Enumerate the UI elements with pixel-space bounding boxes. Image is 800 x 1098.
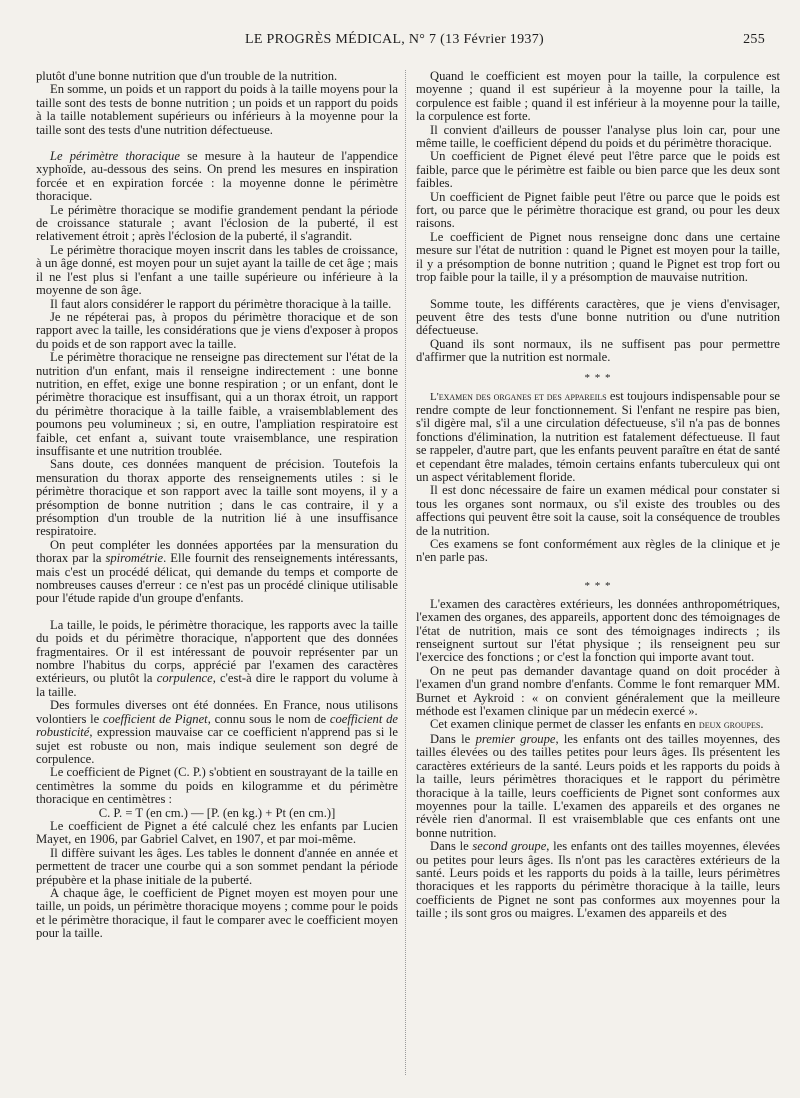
term-deux-groupes: deux groupes (698, 719, 761, 732)
section-separator: * * * (584, 371, 612, 384)
term-corpulence: corpulence (156, 671, 213, 686)
paragraph-text: Cet examen clinique permet de classer les enfants en (430, 717, 699, 732)
term-robusticite: coefficient de robusticité (36, 711, 398, 740)
paragraph-text: , connu sous le nom de (207, 711, 330, 726)
paragraph: Un coefficient de Pignet élevé peut l'être parce que le poids est faible, parce que le périmètre est faible ou bien parce que les deux sont faibles. (416, 149, 780, 191)
paragraph: En somme, un poids et un rapport du poids à la taille moyens pour la taille sont des tests de bonne nutrition ; un poids et un rapport du poids à la taille notablement supérieurs ou inférieurs à la moyenne pour la taille sont des tests d'une nutrition défectueuse. (36, 82, 398, 137)
term-second-groupe: second groupe (472, 839, 547, 854)
paragraph-text: La taille, le poids, le périmètre thoracique, les rapports avec la taille du poids et du périmètre thoracique, n'apportent que des données fragmentaires. Or il est intéressant de pouvoir représenter par un nombre l'habitus du corps, apprécié par l'examen des caractères extérieurs, ou plutôt la (36, 617, 398, 686)
paragraph-text: est toujours indispensable pour se rendre compte de leur fonctionnement. Si l'enfant ne respire pas bien, s'il digère mal, s'il a une circulation défectueuse, s'il n'a pas de bonnes fonctions d'élimination, la nutrition est fatalement défectueuse. Il faut se rappeler, d'autre part, que les enfants peuvent paraître en état de santé et cependant être malades, témoin certains enfants tuberculeux qui ont un aspect véritablement floride. (416, 388, 780, 484)
paragraph: Il est donc nécessaire de faire un examen médical pour constater si tous les organes sont normaux, ou s'il existe des troubles ou des affections qui peuvent être soit la cause, soit la conséquence de troubles de la nutrition. (416, 483, 780, 538)
paragraph: Quand le coefficient est moyen pour la taille, la corpulence est moyenne ; quand il est supérieur à la moyenne pour la taille, la corpulence est faible ; quand il est inférieur à la moyenne pour la taille, la corpulence est forte. (416, 69, 780, 124)
formula: C. P. = T (en cm.) — [P. (en kg.) + Pt (en cm.)] (98, 805, 336, 820)
paragraph: Le coefficient de Pignet a été calculé chez les enfants par Lucien Mayet, en 1906, par Gabriel Calvet, en 1907, et par moi-même. (36, 818, 398, 847)
paragraph: On ne peut pas demander davantage quand on doit procéder à l'examen d'un grand nombre d'enfants. Comme le font remarquer MM. Burnet et Aykroid : « on convient généralement que la meilleure méthode est l'examen clinique par un médecin exercé ». (416, 663, 780, 719)
paragraph (416, 390, 780, 485)
paragraph-text: Dans le (430, 731, 476, 746)
paragraph-text: , expression mauvaise car ce coefficient n'apprend pas si le sujet est robuste ou non, mais indique seulement son degré de corpulence. (36, 725, 398, 766)
term-spirometrie: spirométrie (105, 551, 164, 566)
paragraph (36, 619, 398, 699)
paragraph-text: Des formules diverses ont été données. En France, nous utilisons volontiers le (36, 698, 398, 726)
column-divider (405, 70, 406, 1075)
paragraph: Sans doute, ces données manquent de précision. Toutefois la mensuration du thorax apporte des renseignements utiles : si le périmètre thoracique et son rapport avec la taille sont moyens, il y a présomption de bonne nutrition ; dans le cas contraire, il y a présomption d'un trouble de la nutrition lié à une insuffisance respiratoire. (36, 457, 398, 539)
paragraph-text: . (760, 717, 764, 732)
paragraph: L'examen des caractères extérieurs, les données anthropométriques, l'examen des organes, des appareils, apportent donc des témoignages de l'état de nutrition, mais ce sont des témoignages indirects ; ils renseignent surtout sur l'état physique ; ils renseignent peu sur l'exercice des fonctions ; or c'est la fonction qui importe avant tout. (416, 596, 780, 665)
paragraph (416, 733, 780, 840)
paragraph: Le périmètre thoracique se modifie grandement pendant la période de croissance staturale ; avant l'éclosion de la puberté, il est relativement étroit ; après l'éclosion de la puberté, il s'agrandit. (36, 202, 398, 244)
page-number: 255 (743, 32, 765, 47)
paragraph: Il diffère suivant les âges. Les tables le donnent d'année en année et permettent de tracer une courbe qui a son sommet pendant la période prépubère et la phase initiale de la puberté. (36, 845, 398, 887)
paragraph: Somme toute, les différents caractères, que je viens d'envisager, peuvent être des tests d'une bonne nutrition ou d'une nutrition défectueuse. (416, 296, 780, 338)
paragraph-text: se mesure à la hauteur de l'appendice xyphoïde, au-dessous des seins. On prend les mesures en inspiration forcée et en expiration forcée : la moyenne donne le périmètre thoracique. (36, 149, 398, 204)
paragraph-text: , c'est-à dire le rapport du volume à la taille. (36, 671, 398, 699)
paragraph: Il faut alors considérer le rapport du périmètre thoracique à la taille. (50, 296, 392, 311)
paragraph (416, 718, 780, 732)
term-pignet: coefficient de Pignet (102, 711, 208, 726)
paragraph (416, 840, 780, 920)
paragraph-text: , les enfants ont des tailles moyennes, élevées ou petites pour leurs âges. Ils n'ont pas les caractères extérieurs de la santé. Leurs poids et les rapports du poids à la taille, leurs périmètres thoraciques et les rapports du périmètre thoracique à la taille, leurs coefficients de Pignet ne sont pas conformes aux moyennes pour la taille ; ils sont gros ou maigres. L'examen des appareils et des (416, 839, 780, 921)
paragraph-text: . Elle fournit des renseignements intéressants, mais c'est un procédé délicat, qui demande du temps et comporte de nombreuses causes d'erreur : ce n'est pas un procédé clinique utilisable pour l'étude rapide d'un groupe d'enfants. (36, 551, 398, 606)
right-column (416, 70, 780, 921)
paragraph (36, 699, 398, 766)
paragraph: Je ne répéterai pas, à propos du périmètre thoracique et de son rapport avec la taille, les considérations que je viens d'exposer à propos du poids et de son rapport avec la taille. (36, 309, 398, 351)
page-header (40, 32, 765, 52)
paragraph: Le périmètre thoracique moyen inscrit dans les tables de croissance, à un âge donné, est moyen pour un sujet ayant la taille de cet âge ; mais il ne l'est plus si l'enfant a une taille supérieure ou inférieure à la moyenne de son âge. (36, 242, 398, 298)
paragraph: Le coefficient de Pignet (C. P.) s'obtient en soustrayant de la taille en centimètres la somme du poids en kilogramme et du périmètre thoracique en centimètres : (36, 765, 398, 807)
paragraph: plutôt d'une bonne nutrition que d'un trouble de la nutrition. (36, 69, 338, 83)
term-perimetre: Le périmètre thoracique (50, 149, 180, 164)
paragraph-text: Dans le (430, 839, 473, 854)
term-premier-groupe: premier groupe (475, 731, 556, 746)
paragraph: A chaque âge, le coefficient de Pignet moyen est moyen pour une taille, un poids, un périmètre thoracique moyens ; comme pour le poids et le périmètre thoracique, il faut le comparer avec le coefficient moyen pour la taille. (36, 885, 398, 941)
paragraph: Quand ils sont normaux, ils ne suffisent pas pour permettre d'affirmer que la nutrition est normale. (416, 336, 780, 365)
paragraph (36, 539, 398, 606)
running-title: LE PROGRÈS MÉDICAL, N° 7 (13 Février 1937) (245, 32, 544, 47)
paragraph: Ces examens se font conformément aux règles de la clinique et je n'en parle pas. (416, 537, 780, 565)
left-column (36, 70, 398, 941)
paragraph: Il convient d'ailleurs de pousser l'analyse plus loin car, pour une même taille, le coefficient dépend du poids et du périmètre thoracique. (416, 122, 780, 151)
paragraph: Le périmètre thoracique ne renseigne pas directement sur l'état de la nutrition d'un enfant, mais il renseigne indirectement : une bonne nutrition, en effet, exige une bonne respiration ; or un enfant, dont le périmètre thoracique est insuffisant, qui a un thorax étroit, un rapport du périmètre thoracique à la taille faible, a vraisemblablement des poumons peu volumineux ; si, en outre, l'ampliation respiratoire est faible, cet enfant a, suivant toute vraisemblance, une respiration insuffisante et une nutrition troublée. (36, 350, 398, 458)
paragraph-text: On peut compléter les données apportées par la mensuration du thorax par la (36, 537, 398, 566)
paragraph: Un coefficient de Pignet faible peut l'être ou parce que le poids est fort, ou parce que le périmètre thoracique est grand, ou pour les deux raisons. (416, 189, 780, 231)
paragraph-text: , les enfants ont des tailles moyennes, des tailles élevées ou des tailles petites pour leurs âges. Ils présentent les caractères extérieurs de la santé. Leurs poids et les rapports du poids à la taille, leurs périmètres thoraciques et le rapport du périmètre thoracique à la taille, leurs coefficients de Pignet sont conformes aux moyennes pour la taille. L'examen des appareils et des organes ne révèle rien d'anormal. Il est vraisemblable que ces enfants ont une bonne nutrition. (416, 731, 780, 840)
paragraph (36, 150, 398, 204)
section-separator: * * * (584, 579, 612, 592)
section-lead: L'examen des organes et des appareils (430, 390, 607, 403)
paragraph: Le coefficient de Pignet nous renseigne donc dans une certaine mesure sur l'état de nutrition : quand le Pignet est moyen pour la taille, il y a présomption de bonne nutrition ; quand le Pignet est trop fort ou trop faible pour la taille, il y a présomption de mauvaise nutrition. (416, 229, 780, 285)
